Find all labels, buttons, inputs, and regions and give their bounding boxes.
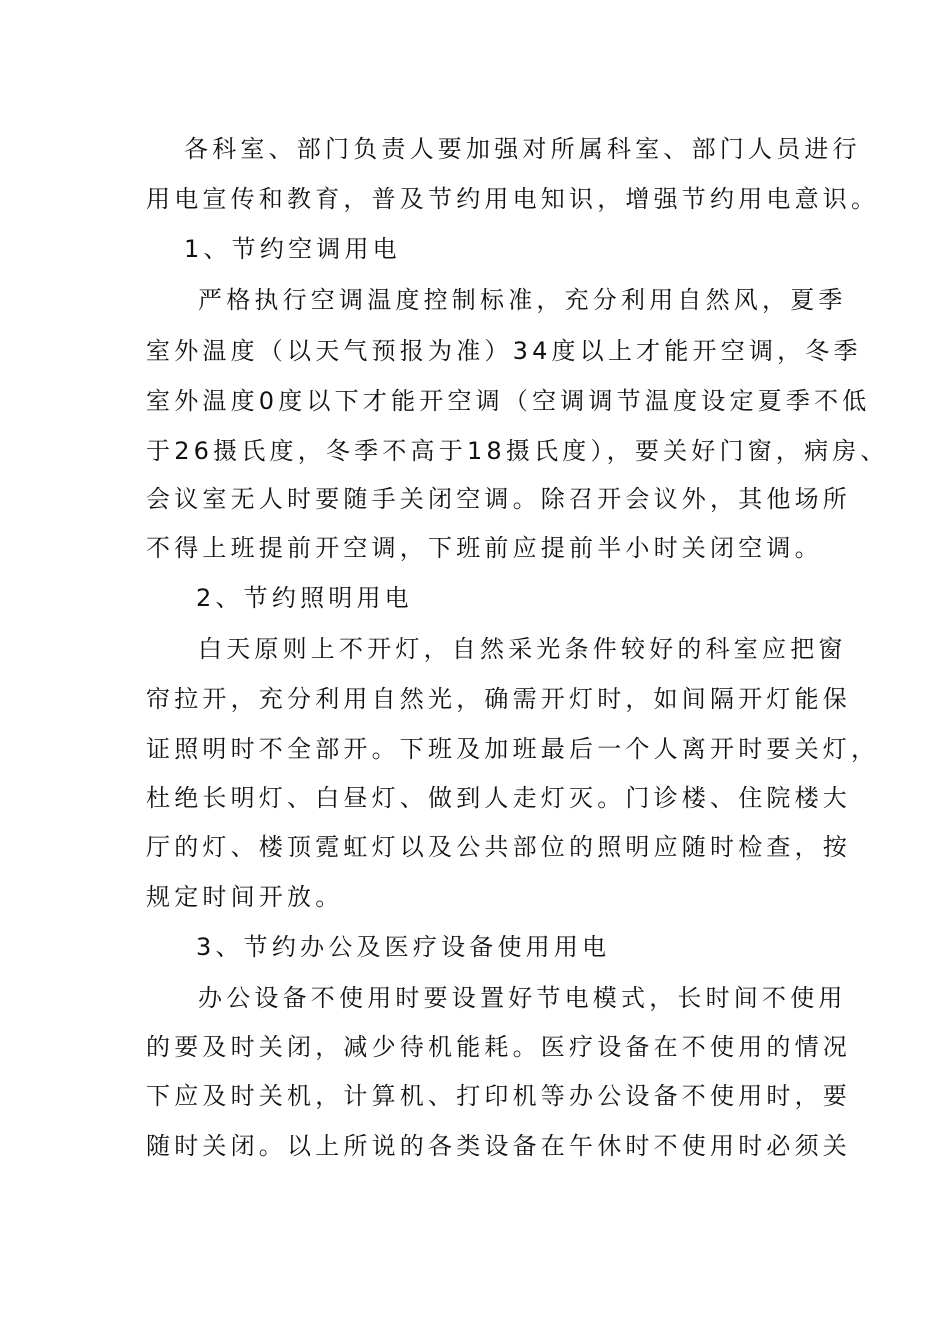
section-2-line-4: 杜绝长明灯、白昼灯、做到人走灯灭。门诊楼、住院楼大 bbox=[146, 784, 851, 812]
intro-line-1: 各科室、部门负责人要加强对所属科室、部门人员进行 bbox=[184, 135, 861, 163]
section-2-heading: 2、节约照明用电 bbox=[196, 584, 413, 612]
section-2-line-6: 规定时间开放。 bbox=[146, 883, 344, 911]
section-3-line-1: 办公设备不使用时要设置好节电模式，长时间不使用 bbox=[198, 984, 847, 1012]
section-3-line-2: 的要及时关闭，减少待机能耗。医疗设备在不使用的情况 bbox=[146, 1033, 851, 1061]
section-2-line-2: 帘拉开，充分利用自然光，确需开灯时，如间隔开灯能保 bbox=[146, 685, 851, 713]
section-1-line-3: 室外温度0度以下才能开空调（空调调节温度设定夏季不低 bbox=[146, 387, 871, 415]
section-3-line-4: 随时关闭。以上所说的各类设备在午休时不使用时必须关 bbox=[146, 1132, 851, 1160]
section-1-line-1: 严格执行空调温度控制标准，充分利用自然风，夏季 bbox=[198, 286, 847, 314]
section-3-heading: 3、节约办公及医疗设备使用用电 bbox=[196, 933, 611, 961]
section-2-line-5: 厅的灯、楼顶霓虹灯以及公共部位的照明应随时检查，按 bbox=[146, 833, 851, 861]
section-3-line-3: 下应及时关机，计算机、打印机等办公设备不使用时，要 bbox=[146, 1082, 851, 1110]
section-1-line-5: 会议室无人时要随手关闭空调。除召开会议外，其他场所 bbox=[146, 485, 851, 513]
section-1-heading: 1、节约空调用电 bbox=[184, 235, 401, 263]
intro-line-2: 用电宣传和教育，普及节约用电知识，增强节约用电意识。 bbox=[146, 185, 880, 213]
section-1-line-4: 于26摄氏度，冬季不高于18摄氏度），要关好门窗，病房、 bbox=[146, 437, 889, 465]
section-2-line-3: 证照明时不全部开。下班及加班最后一个人离开时要关灯， bbox=[146, 735, 880, 763]
section-2-line-1: 白天原则上不开灯，自然采光条件较好的科室应把窗 bbox=[198, 635, 847, 663]
section-1-line-6: 不得上班提前开空调，下班前应提前半小时关闭空调。 bbox=[146, 534, 823, 562]
section-1-line-2: 室外温度（以天气预报为准）34度以上才能开空调，冬季 bbox=[146, 337, 862, 365]
